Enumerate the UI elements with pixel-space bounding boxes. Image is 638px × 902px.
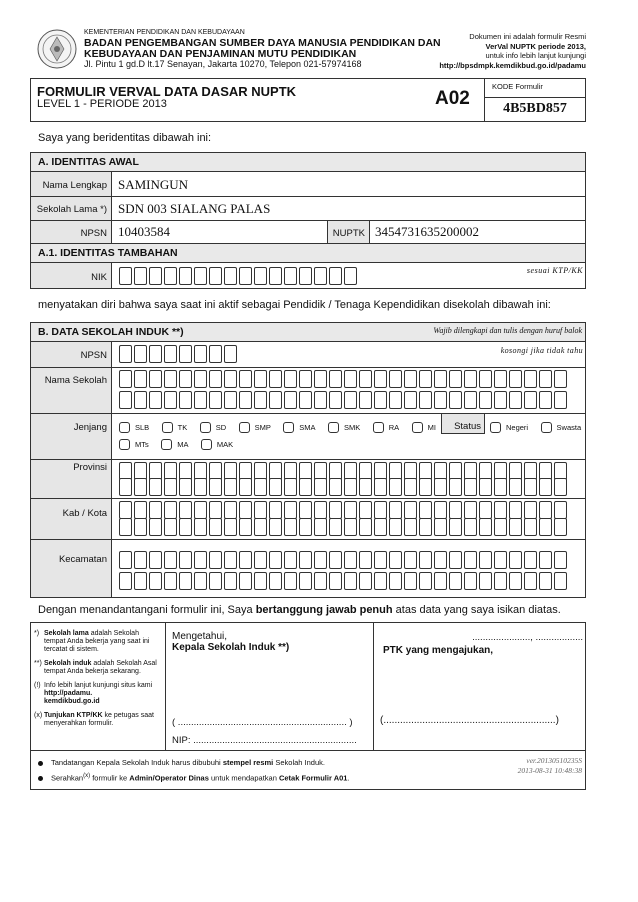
nik-label: NIK — [91, 272, 107, 283]
mengetahui-text: Mengetahui, — [172, 631, 228, 642]
status-swasta-checkbox[interactable] — [541, 422, 552, 433]
section-b-title: B. DATA SEKOLAH INDUK **) — [30, 322, 586, 342]
date-line[interactable]: ......................, .................. — [472, 632, 583, 643]
section-a-body — [30, 171, 586, 244]
kab-kota-cells-row2[interactable] — [119, 518, 569, 536]
provinsi-label: Provinsi — [73, 462, 107, 473]
form-subtitle: LEVEL 1 - PERIODE 2013 — [37, 98, 167, 110]
jenjang-options-row1: SLB TK SD SMP SMA SMK RA MI — [119, 419, 444, 437]
npsn-value[interactable]: 10403584 — [118, 224, 170, 239]
notes-column: *) Sekolah lama adalah Sekolah tempat Anda bekerja yang saat ini tercatat di sistem. **) Sekolah induk adalah Sekolah Asal tempat Anda bekerja sekarang. (!) Info lebih lanjut kunjungi situs kami http://padamu. kemdikbud.go.id (x) Tunjukan KTP/KK ke petugas saat menyerahkan formulir. — [34, 630, 157, 727]
footer-bullet-1: Tandatangan Kepala Sekolah Induk harus dibubuhi stempel resmi Sekolah Induk. — [38, 758, 325, 767]
agency-name-line1: BADAN PENGEMBANGAN SUMBER DAYA MANUSIA PENDIDIKAN DAN — [84, 37, 441, 49]
nama-sekolah-cells-row1[interactable] — [119, 370, 569, 388]
jenjang-tk-checkbox[interactable] — [162, 422, 173, 433]
section-b-note: Wajib dilengkapi dan tulis dengan huruf balok — [433, 326, 582, 335]
nuptk-label: NUPTK — [332, 228, 365, 239]
jenjang-smk-checkbox[interactable] — [328, 422, 339, 433]
nik-cells[interactable] — [119, 267, 359, 285]
status-label: Status — [454, 421, 481, 432]
kecamatan-cells-row2[interactable] — [119, 572, 569, 590]
kecamatan-cells-row1[interactable] — [119, 551, 569, 569]
ptk-name-line[interactable]: (..............................................................) — [380, 715, 559, 726]
footer-bullet-2: Serahkan$^{(x)}$ formulir ke Admin/Operator Dinas untuk mendapatkan Cetak Formulir A01. — [38, 773, 350, 783]
jenjang-ra-checkbox[interactable] — [373, 422, 384, 433]
npsn-label: NPSN — [80, 228, 107, 239]
kab-kota-cells-row1[interactable] — [119, 501, 569, 519]
jenjang-ma-checkbox[interactable] — [161, 439, 172, 450]
jenjang-label: Jenjang — [73, 422, 107, 433]
note-line2: VerVal NUPTK periode 2013, — [485, 41, 586, 51]
jenjang-smp-checkbox[interactable] — [239, 422, 250, 433]
status-options: Negeri Swasta — [490, 419, 589, 437]
statement-text: menyatakan diri bahwa saya saat ini aktif sebagai Pendidik / Tenaga Kependidikan disekolah dibawah ini: — [38, 299, 551, 311]
note-line1: Dokumen ini adalah formulir Resmi — [469, 32, 586, 41]
jenjang-mts-checkbox[interactable] — [119, 439, 130, 450]
jenjang-sma-checkbox[interactable] — [283, 422, 294, 433]
agency-name-line2: KEBUDAYAAN DAN PENJAMINAN MUTU PENDIDIKAN — [84, 48, 357, 60]
nip-line[interactable]: NIP: .............................................................. — [172, 735, 357, 746]
kecamatan-label: Kecamatan — [58, 554, 107, 565]
header-note — [439, 32, 586, 70]
ministry-logo — [37, 29, 77, 69]
note-url[interactable]: http://bpsdmpk.kemdikbud.go.id/padamu — [439, 60, 586, 70]
b-npsn-label: NPSN — [80, 350, 107, 361]
nama-sekolah-cells-row2[interactable] — [119, 391, 569, 409]
kode-label: KODE Formulir — [492, 82, 543, 91]
sekolah-lama-label: Sekolah Lama *) — [36, 204, 107, 215]
b-npsn-cells[interactable] — [119, 345, 239, 363]
nama-lengkap-label: Nama Lengkap — [42, 180, 107, 191]
form-code: A02 — [435, 88, 470, 109]
kepala-name-line[interactable]: ( ................................................................ ) — [172, 717, 353, 728]
nama-sekolah-label: Nama Sekolah — [44, 375, 107, 386]
ptk-label: PTK yang mengajukan, — [383, 645, 494, 656]
agency-address: Jl. Pintu 1 gd.D lt.17 Senayan, Jakarta 10270, Telepon 021-57974168 — [84, 59, 362, 69]
kode-value: 4B5BD857 — [503, 101, 567, 116]
nuptk-value[interactable]: 3454731635200002 — [375, 224, 479, 239]
b-npsn-note: kosongi jika tidak tahu — [500, 346, 583, 355]
kab-kota-label: Kab / Kota — [62, 508, 107, 519]
timestamp-text: 2013-08-31 10:48:38 — [517, 766, 582, 775]
kepala-sekolah-label: Kepala Sekolah Induk **) — [172, 642, 290, 653]
version-text: ver.20130510235S — [526, 756, 582, 765]
intro-text: Saya yang beridentitas dibawah ini: — [38, 132, 212, 144]
nik-note: sesuai KTP/KK — [526, 266, 583, 275]
section-a1-title: A.1. IDENTITAS TAMBAHAN — [30, 243, 586, 263]
section-a-title: A. IDENTITAS AWAL — [30, 152, 586, 172]
ministry-name: KEMENTERIAN PENDIDIKAN DAN KEBUDAYAAN — [84, 29, 245, 36]
note-line3: untuk info lebih lanjut kunjungi — [485, 51, 586, 60]
closing-statement: Dengan menandantangani formulir ini, Saya bertanggung jawab penuh atas data yang saya isikan diatas. — [38, 604, 561, 616]
jenjang-mak-checkbox[interactable] — [201, 439, 212, 450]
jenjang-mi-checkbox[interactable] — [412, 422, 423, 433]
jenjang-sd-checkbox[interactable] — [200, 422, 211, 433]
provinsi-cells-row2[interactable] — [119, 478, 569, 496]
jenjang-slb-checkbox[interactable] — [119, 422, 130, 433]
sekolah-lama-value[interactable]: SDN 003 SIALANG PALAS — [118, 201, 271, 216]
nama-lengkap-value[interactable]: SAMINGUN — [118, 177, 189, 192]
jenjang-options-row2: MTs MA MAK — [119, 436, 241, 454]
status-negeri-checkbox[interactable] — [490, 422, 501, 433]
form-title: FORMULIR VERVAL DATA DASAR NUPTK — [37, 84, 297, 99]
